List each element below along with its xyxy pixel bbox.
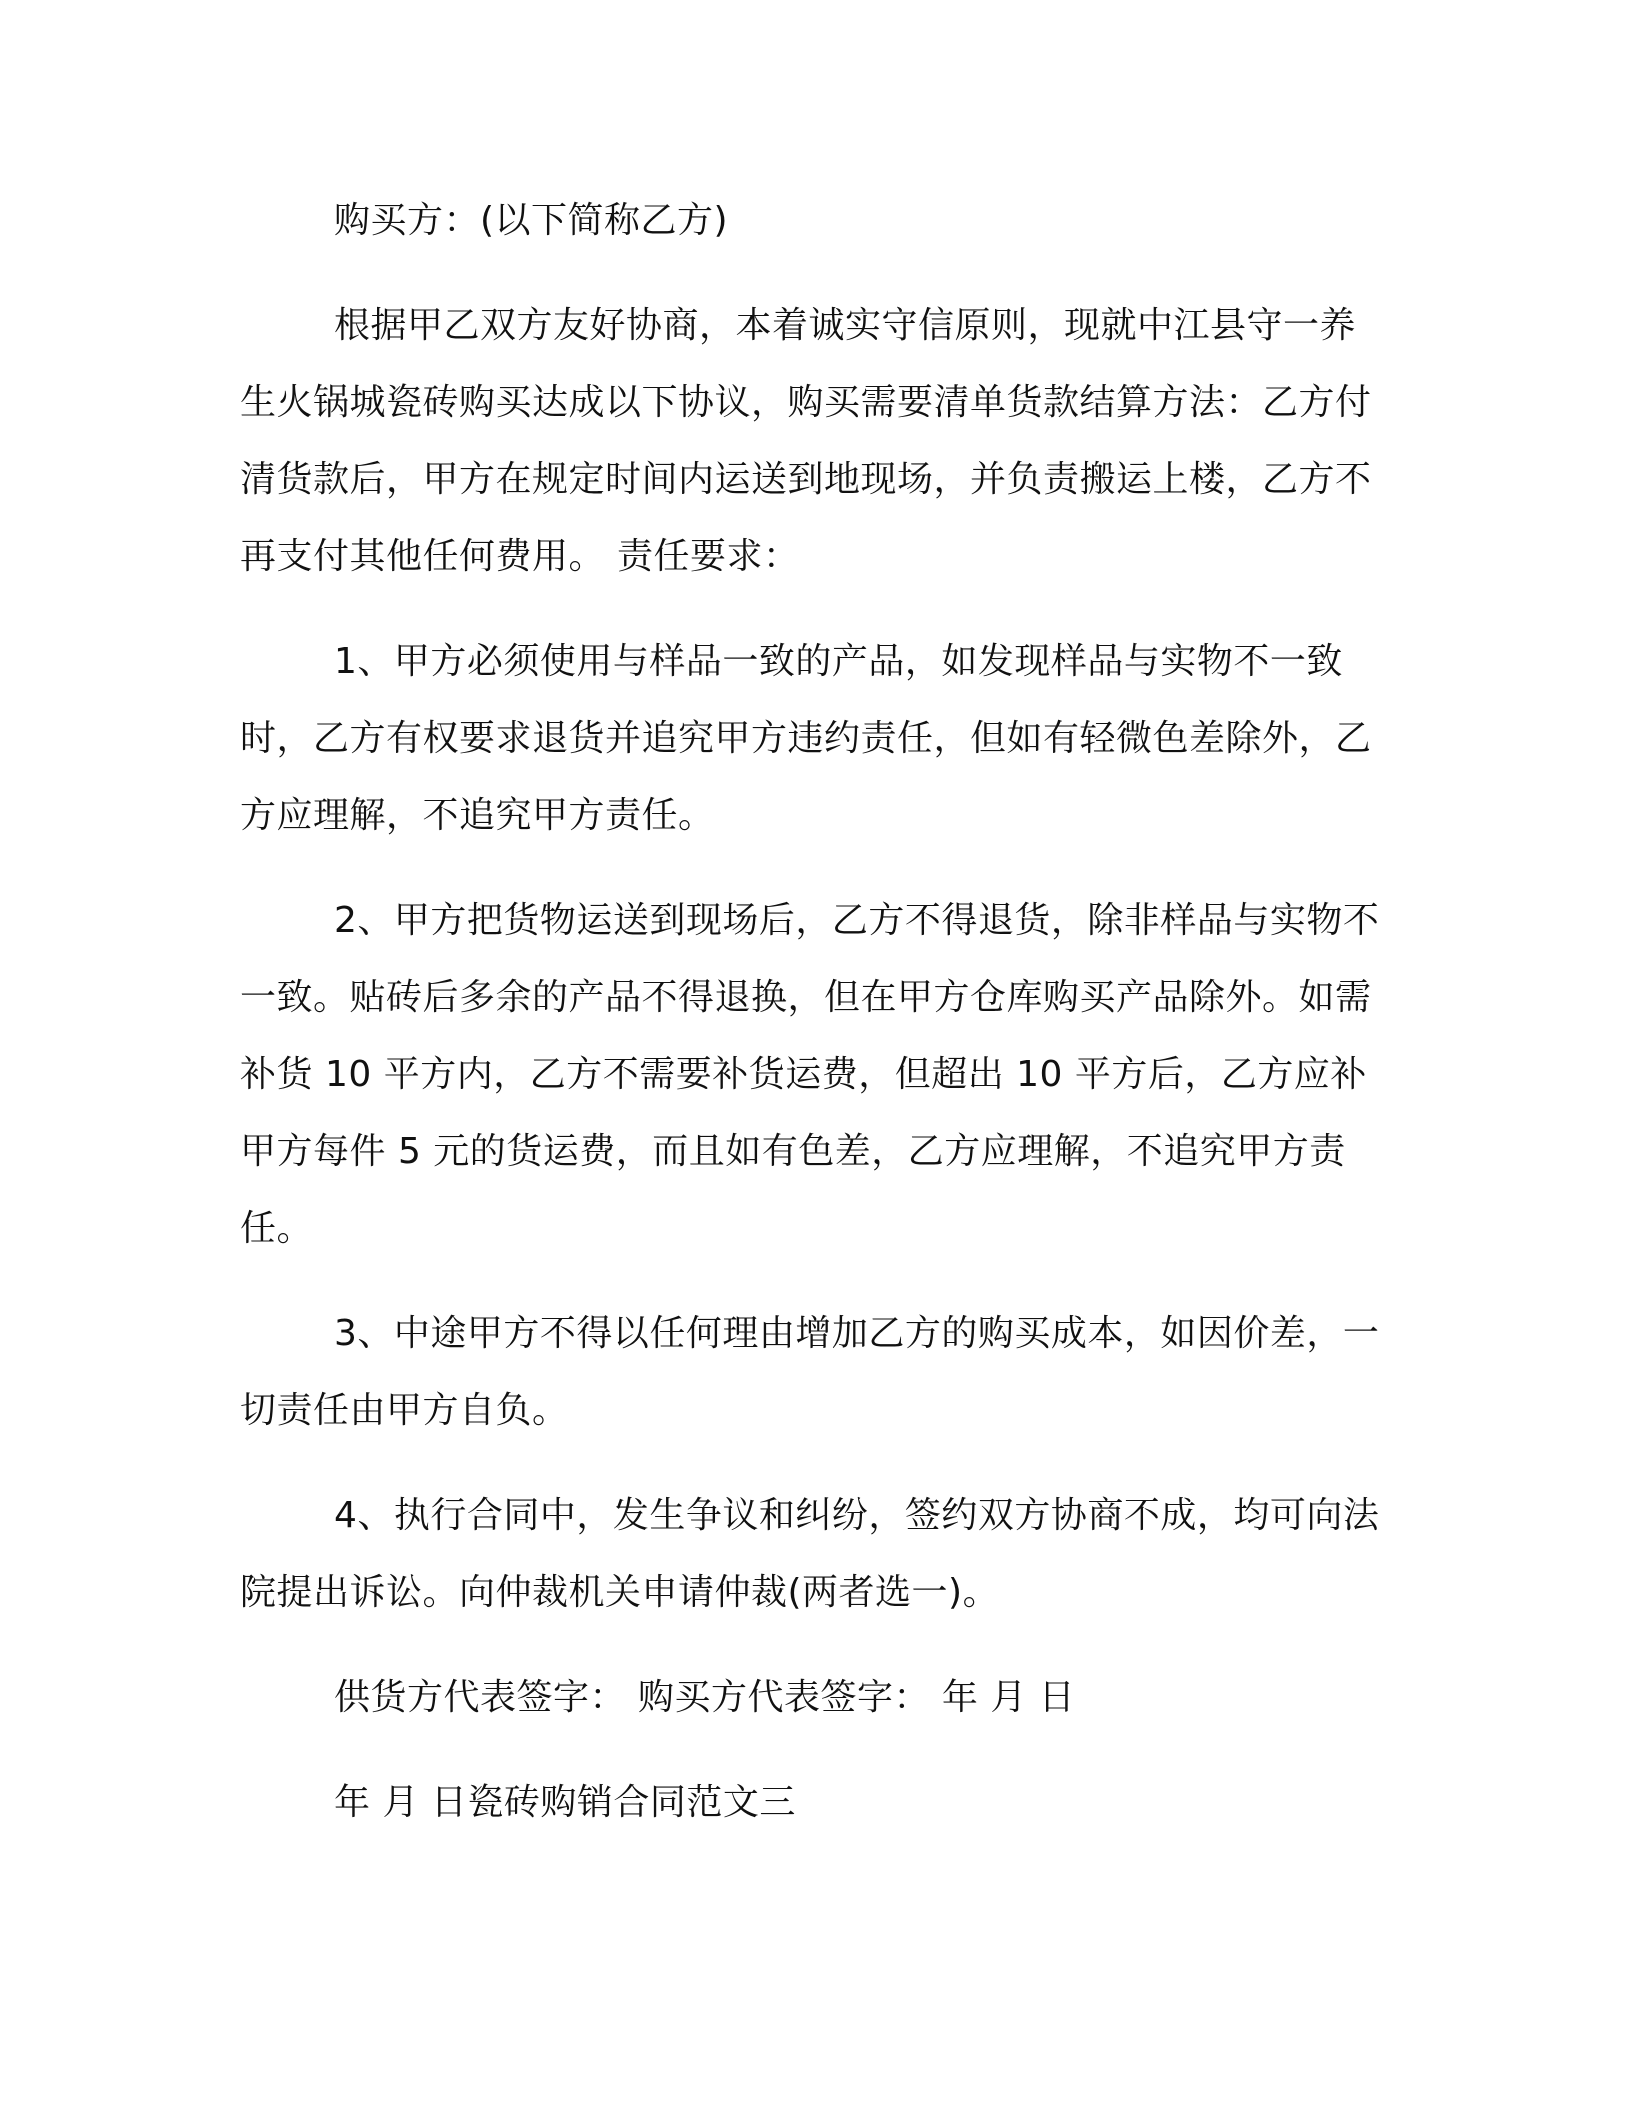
document-body bbox=[240, 182, 1392, 1841]
next-template-heading: 年 月 日瓷砖购销合同范文三 bbox=[334, 1782, 796, 1823]
clause-3-paragraph: 3、中途甲方不得以任何理由增加乙方的购买成本，如因价差，一切责任由甲方自负。 bbox=[240, 1313, 1380, 1431]
buyer-line: 购买方：(以下简称乙方) bbox=[334, 200, 729, 241]
signature-line: 供货方代表签字： 购买方代表签字： 年 月 日 bbox=[334, 1677, 1076, 1718]
clause-4-paragraph: 4、执行合同中，发生争议和纠纷，签约双方协商不成，均可向法院提出诉讼。向仲裁机关申请仲裁(两者选一)。 bbox=[240, 1495, 1380, 1613]
clause-1-paragraph: 1、甲方必须使用与样品一致的产品，如发现样品与实物不一致时，乙方有权要求退货并追究甲方违约责任，但如有轻微色差除外，乙方应理解，不追究甲方责任。 bbox=[240, 641, 1372, 836]
clause-2-paragraph: 2、甲方把货物运送到现场后，乙方不得退货，除非样品与实物不一致。贴砖后多余的产品不得退换，但在甲方仓库购买产品除外。如需补货 10 平方内，乙方不需要补货运费，但超出 10 平方后，乙方应补甲方每件 5 元的货运费，而且如有色差，乙方应理解，不追究甲方责任。 bbox=[240, 900, 1380, 1249]
agreement-intro-paragraph: 根据甲乙双方友好协商，本着诚实守信原则，现就中江县守一养生火锅城瓷砖购买达成以下协议，购买需要清单货款结算方法：乙方付清货款后，甲方在规定时间内运送到地现场，并负责搬运上楼，乙方不再支付其他任何费用。 责任要求： bbox=[240, 305, 1372, 577]
